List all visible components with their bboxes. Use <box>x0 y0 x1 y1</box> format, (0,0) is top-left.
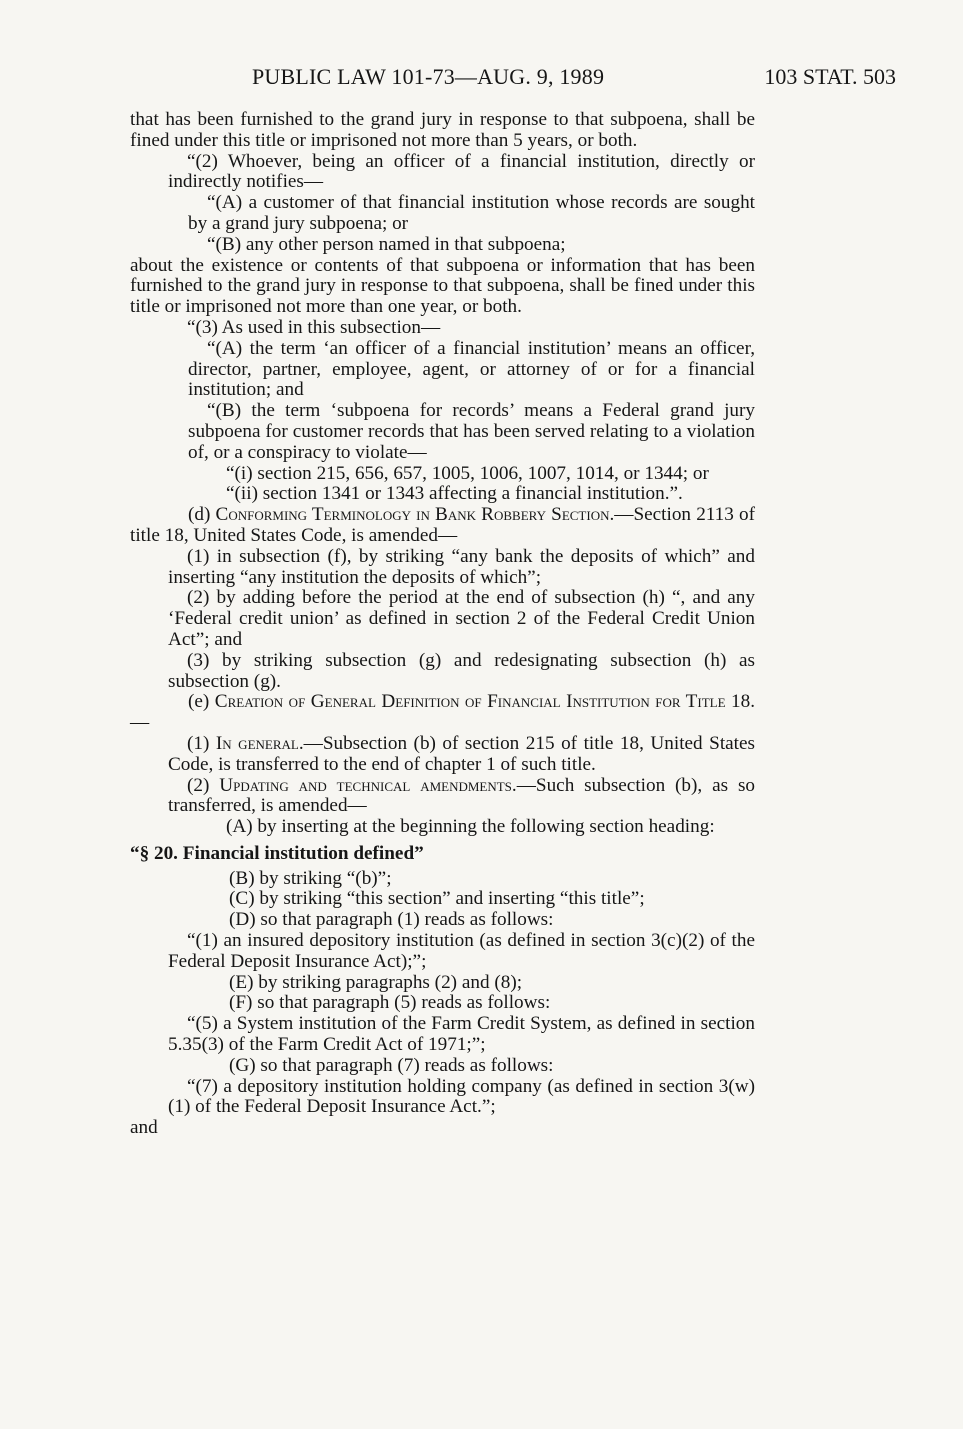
document-body <box>130 110 755 1139</box>
paragraph-heading: In general. <box>215 732 304 754</box>
paragraph: that has been furnished to the grand jury in response to that subpoena, shall be fined under this title or imprisoned not more than 5 years, or both. <box>130 109 755 151</box>
paragraph: (C) by striking “this section” and inserting “this title”; <box>229 888 645 910</box>
paragraph-label: (1) <box>187 732 210 754</box>
paragraph: about the existence or contents of that subpoena or information that has been furnished to the grand jury in response to that subpoena, shall be fined under this title or imprisoned not more than one year, or both. <box>130 254 755 318</box>
paragraph-text: —Such subsection (b), as so transferred, is amended— <box>168 774 756 817</box>
subsection-label: (d) <box>188 504 211 526</box>
paragraph: and <box>130 1117 158 1139</box>
paragraph: “(A) the term ‘an officer of a financial institution’ means an officer, director, partner, employee, agent, or attorney of or for a financial institution; and <box>188 337 755 401</box>
paragraph: (B) by striking “(b)”; <box>229 867 392 889</box>
paragraph-heading: Updating and technical amendments. <box>219 774 517 796</box>
subsection-heading: Conforming Terminology in Bank Robbery Section. <box>215 504 615 526</box>
paragraph-e2 <box>130 776 755 818</box>
subsection-text: —Section 2113 of title 18, United States Code, is amended— <box>130 504 755 546</box>
paragraph: “(3) As used in this subsection— <box>187 316 441 338</box>
paragraph: (G) so that paragraph (7) reads as follows: <box>229 1054 554 1076</box>
subsection-d <box>130 505 755 547</box>
paragraph: (F) so that paragraph (5) reads as follows: <box>229 992 551 1014</box>
paragraph: (A) by inserting at the beginning the following section heading: <box>226 816 715 838</box>
paragraph: “(B) the term ‘subpoena for records’ means a Federal grand jury subpoena for customer records that has been served relating to a violation of, or a conspiracy to violate— <box>188 400 755 463</box>
quoted-paragraph: “(5) a System institution of the Farm Credit System, as defined in section 5.35(3) of the Farm Credit Act of 1971;”; <box>168 1013 755 1056</box>
paragraph: (3) by striking subsection (g) and redesignating subsection (h) as subsection (g). <box>168 649 755 692</box>
paragraph: (1) in subsection (f), by striking “any bank the deposits of which” and inserting “any institution the deposits of which”; <box>168 545 755 588</box>
subsection-label: (e) <box>188 691 210 713</box>
quoted-paragraph: “(7) a depository institution holding company (as defined in section 3(w)(1) of the Federal Deposit Insurance Act.”; <box>168 1075 755 1118</box>
section-heading: “§ 20. Financial institution defined” <box>130 842 424 864</box>
paragraph: “(i) section 215, 656, 657, 1005, 1006, 1007, 1014, or 1344; or <box>226 462 709 484</box>
paragraph: “(ii) section 1341 or 1343 affecting a financial institution.”. <box>226 483 683 505</box>
paragraph: “(2) Whoever, being an officer of a financial institution, directly or indirectly notifies— <box>168 150 755 193</box>
paragraph-e1 <box>130 734 755 776</box>
subsection-e <box>130 692 755 734</box>
paragraph: (E) by striking paragraphs (2) and (8); <box>229 971 523 993</box>
paragraph: (2) by adding before the period at the end of subsection (h) “, and any ‘Federal credit union’ as defined in section 2 of the Federal Credit Union Act”; and <box>168 587 755 650</box>
paragraph: “(B) any other person named in that subpoena; <box>207 233 566 255</box>
page-stat-number: 103 STAT. 503 <box>764 64 896 89</box>
paragraph: (D) so that paragraph (1) reads as follows: <box>229 909 554 931</box>
quoted-paragraph: “(1) an insured depository institution (as defined in section 3(c)(2) of the Federal Deposit Insurance Act);”; <box>168 930 755 972</box>
subsection-text: — <box>130 712 150 734</box>
paragraph: “(A) a customer of that financial institution whose records are sought by a grand jury subpoena; or <box>188 192 755 234</box>
page-header-title: PUBLIC LAW 101-73—AUG. 9, 1989 <box>252 64 605 89</box>
paragraph-text: —Subsection (b) of section 215 of title 18, United States Code, is transferred to the end of chapter 1 of such title. <box>168 732 755 775</box>
subsection-heading: Creation of General Definition of Financial Institution for Title 18. <box>214 691 756 713</box>
paragraph-label: (2) <box>187 774 210 796</box>
